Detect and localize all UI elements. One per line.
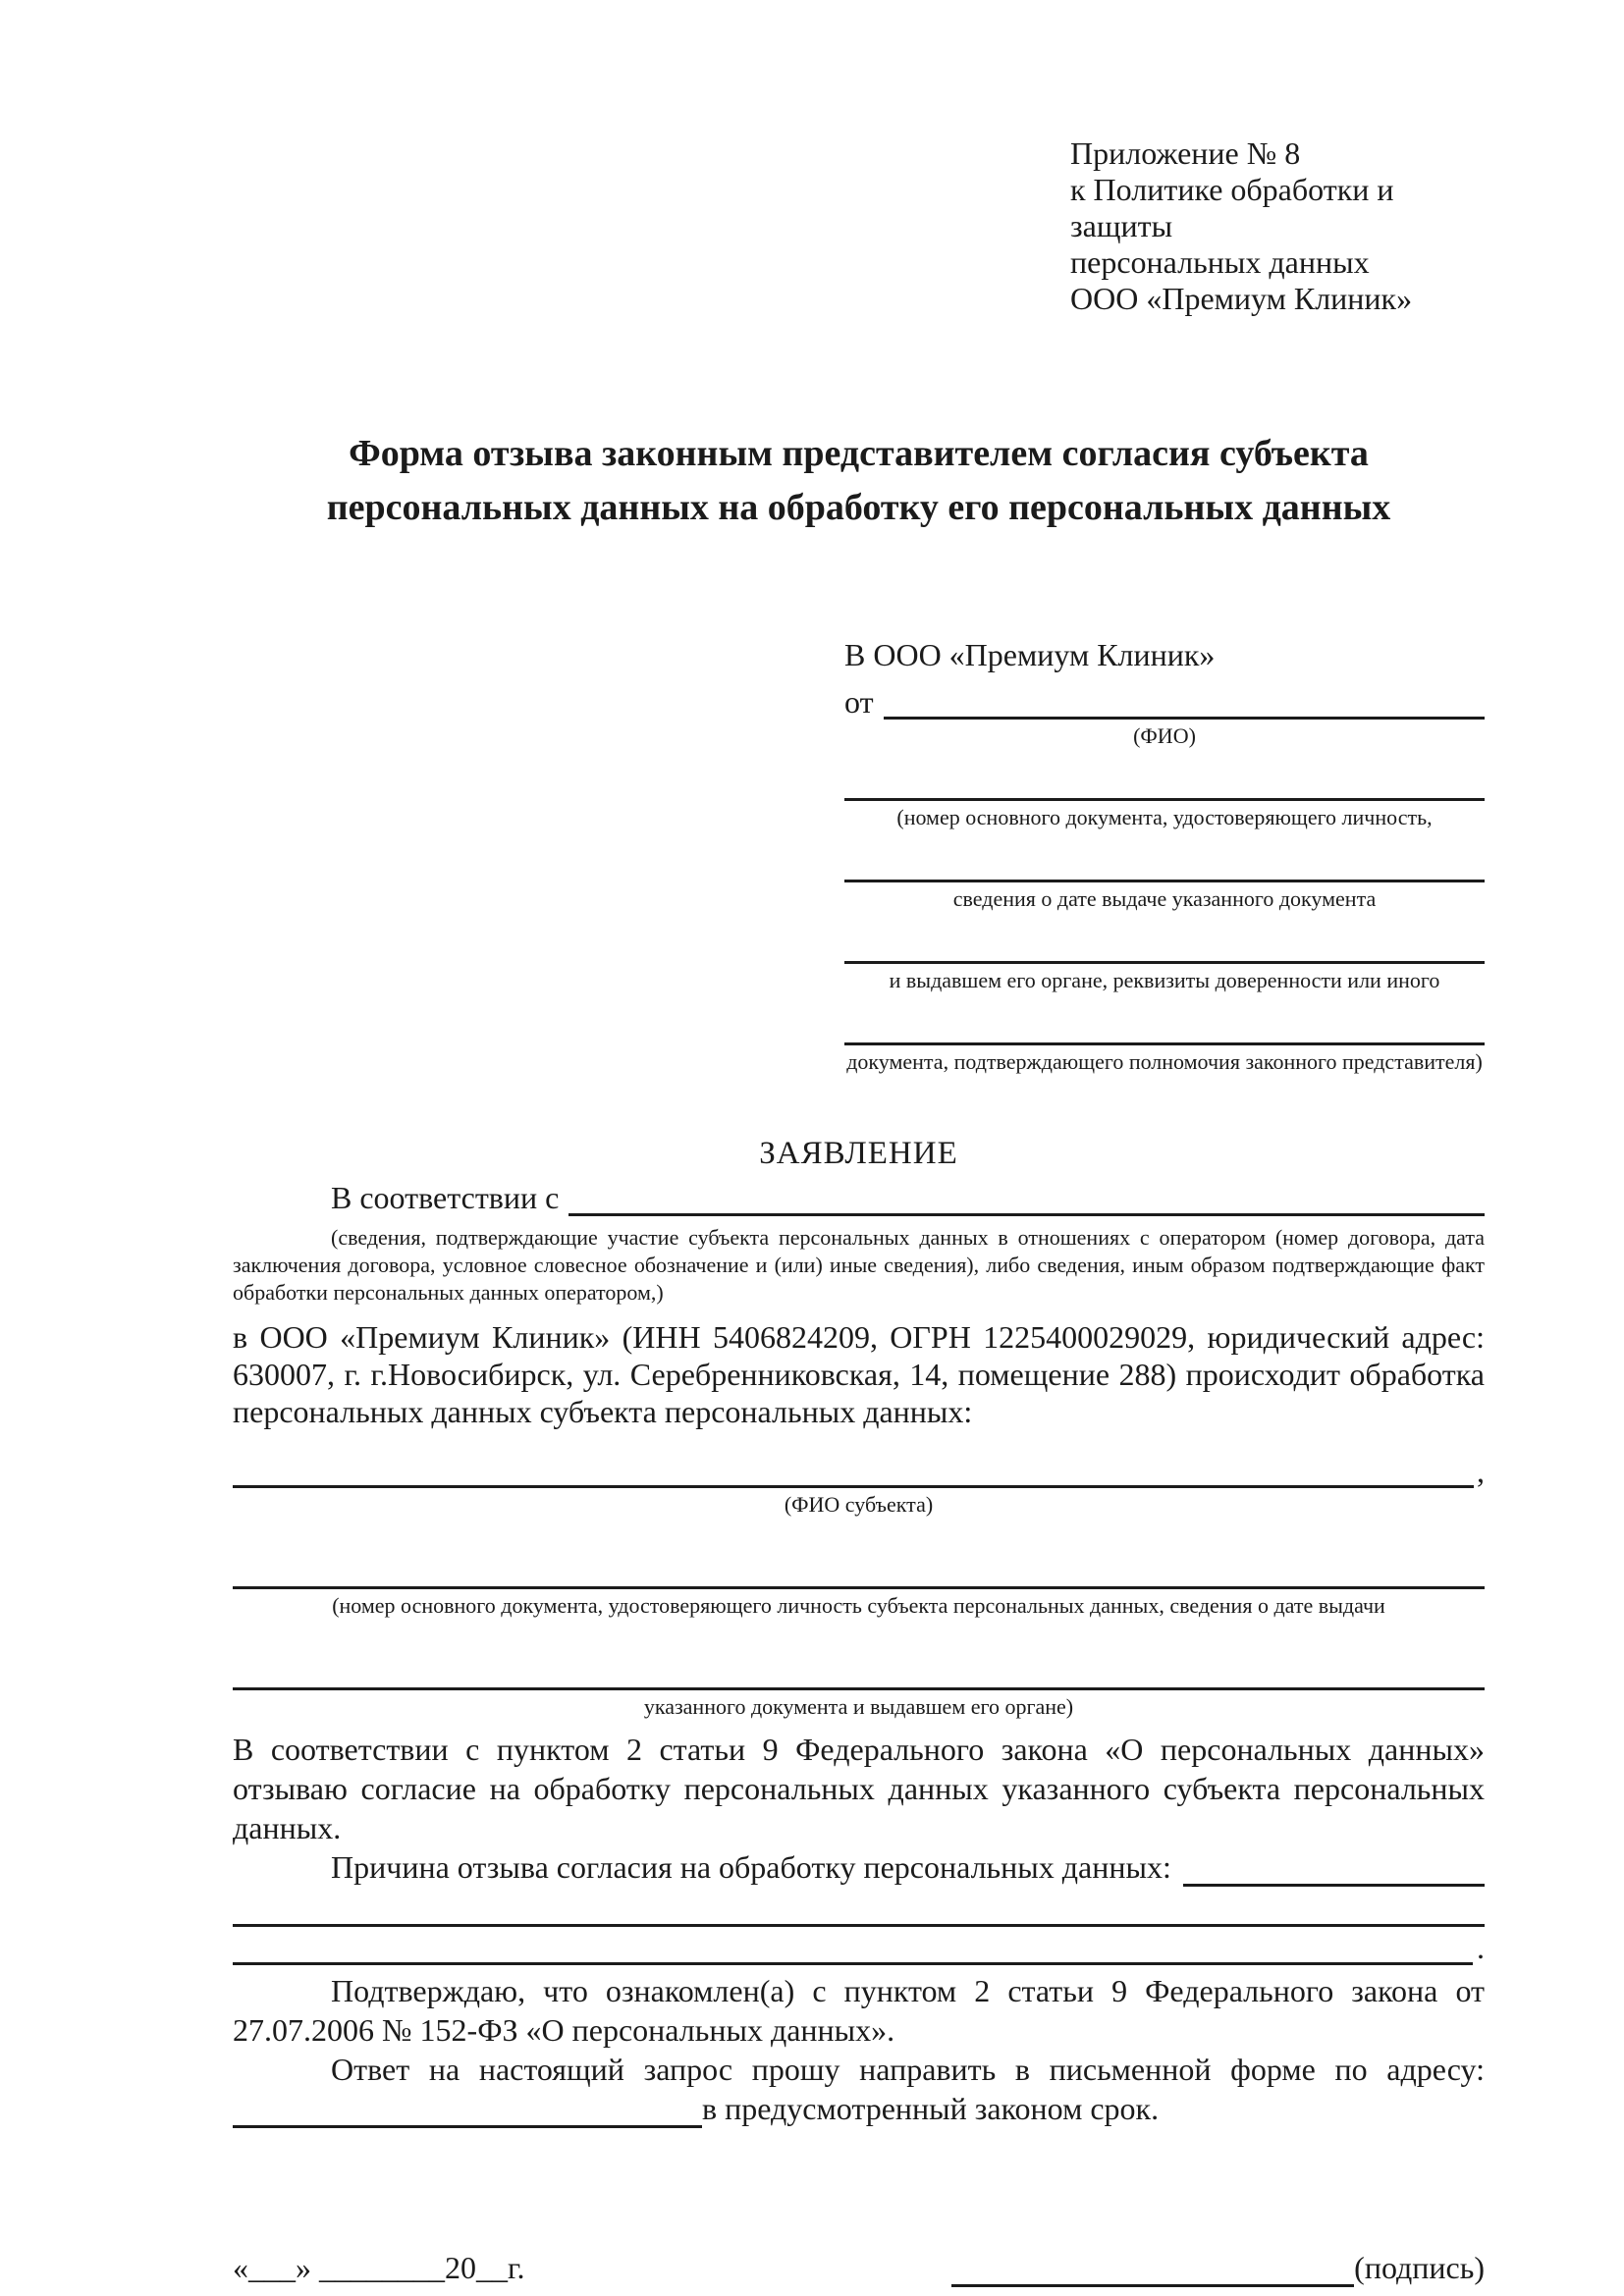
statement-heading: ЗАЯВЛЕНИЕ (759, 1136, 958, 1171)
reason-fill-line-3 (233, 1927, 1485, 1965)
fio-caption: (ФИО) (1133, 723, 1196, 748)
signature-footer (233, 2248, 1485, 2287)
basis-note: (сведения, подтверждающие участие субъекта персональных данных в отношениях с оператором (номер договора, дата заключения договора, условное словесное обозначение и (или) иные сведения), либо сведения, иным образом подтверждающие факт обработки персональных данных оператором,) (233, 1225, 1485, 1305)
appendix-header-line: персональных данных (1070, 244, 1370, 280)
fill-pair (233, 1529, 1485, 1619)
from-label: от (844, 684, 874, 720)
signature-caption: (подпись) (1354, 2250, 1485, 2285)
reply-address-row (233, 2089, 1485, 2128)
subject-fio-fill-line (233, 1452, 1474, 1488)
from-row (844, 684, 1485, 720)
issue-date-fill-line (844, 842, 1485, 882)
fill-pair (844, 1005, 1485, 1075)
fill-pair (844, 761, 1485, 830)
reply-request-paragraph: Ответ на настоящий запрос прошу направить в письменной форме по адресу: (331, 2052, 1485, 2087)
fill-caption: (номер основного документа, удостоверяющего личность субъекта персональных данных, сведения о дате выдачи (332, 1593, 1385, 1618)
basis-fill-line (568, 1184, 1485, 1216)
appendix-header-line: Приложение № 8 (1070, 135, 1301, 171)
issuing-authority-fill-line (844, 924, 1485, 964)
reply-tail: в предусмотренный законом срок. (702, 2091, 1160, 2126)
fill-caption: и выдавшем его органе, реквизиты доверенности или иного (889, 968, 1440, 992)
reason-fill-line (1183, 1854, 1485, 1887)
line-suffix: , (1477, 1454, 1485, 1489)
withdrawal-paragraph: В соответствии с пунктом 2 статьи 9 Федерального закона «О персональных данных» отзываю согласие на обработку персональных данных указанного субъекта персональных данных. (233, 1732, 1485, 1845)
fill-caption: (номер основного документа, удостоверяющего личность, (896, 805, 1433, 829)
operator-paragraph: в ООО «Премиум Клиник» (ИНН 5406824209, ОГРН 1225400029029, юридический адрес: 630007, г. г.Новосибирск, ул. Серебренниковская, 14, помещение 288) происходит обработка персональных данных субъекта персональных данных: (233, 1319, 1485, 1429)
fill-pair (844, 842, 1485, 912)
date-line: «___» ________20__г. (233, 2250, 525, 2285)
fill-caption: указанного документа и выдавшем его органе) (643, 1694, 1074, 1719)
line-period: . (1477, 1930, 1485, 1965)
subject-fio-row (233, 1452, 1485, 1488)
subject-fio-caption: (ФИО субъекта) (784, 1492, 934, 1517)
reply-address-fill-line (233, 2096, 702, 2128)
appendix-header (1070, 135, 1485, 317)
document-number-fill-line (844, 761, 1485, 801)
fill-caption: сведения о дате выдаче указанного документа (952, 886, 1377, 911)
fio-fill-line (884, 687, 1485, 720)
signature-fill-line (951, 2255, 1354, 2287)
reason-row (233, 1847, 1485, 1887)
in-accordance-label: В соответствии с (331, 1180, 560, 1215)
fill-caption: документа, подтверждающего полномочия законного представителя) (846, 1049, 1483, 1074)
fill-pair (844, 924, 1485, 993)
in-accordance-row (233, 1179, 1485, 1216)
reason-fill-line-2 (233, 1887, 1485, 1927)
reason-fill-line-3-rule (233, 1927, 1473, 1965)
subject-document-fill-line (233, 1529, 1485, 1589)
signature-group (951, 2248, 1485, 2287)
addressee-block (844, 635, 1485, 1075)
addressee-organization: В ООО «Премиум Клиник» (844, 637, 1216, 672)
representative-authority-fill-line (844, 1005, 1485, 1045)
appendix-header-line: к Политике обработки и защиты (1070, 172, 1394, 243)
reason-label: Причина отзыва согласия на обработку персональных данных: (331, 1849, 1171, 1885)
confirmation-paragraph: Подтверждаю, что ознакомлен(а) с пунктом 2 статьи 9 Федерального закона от 27.07.2006 № 152-ФЗ «О персональных данных». (233, 1973, 1485, 2048)
subject-document-fill-line (233, 1630, 1485, 1690)
fill-pair (233, 1630, 1485, 1720)
page-title: Форма отзыва законным представителем согласия субъекта персональных данных на обработку его персональных данных (326, 433, 1391, 528)
appendix-header-line: ООО «Премиум Клиник» (1070, 281, 1413, 316)
